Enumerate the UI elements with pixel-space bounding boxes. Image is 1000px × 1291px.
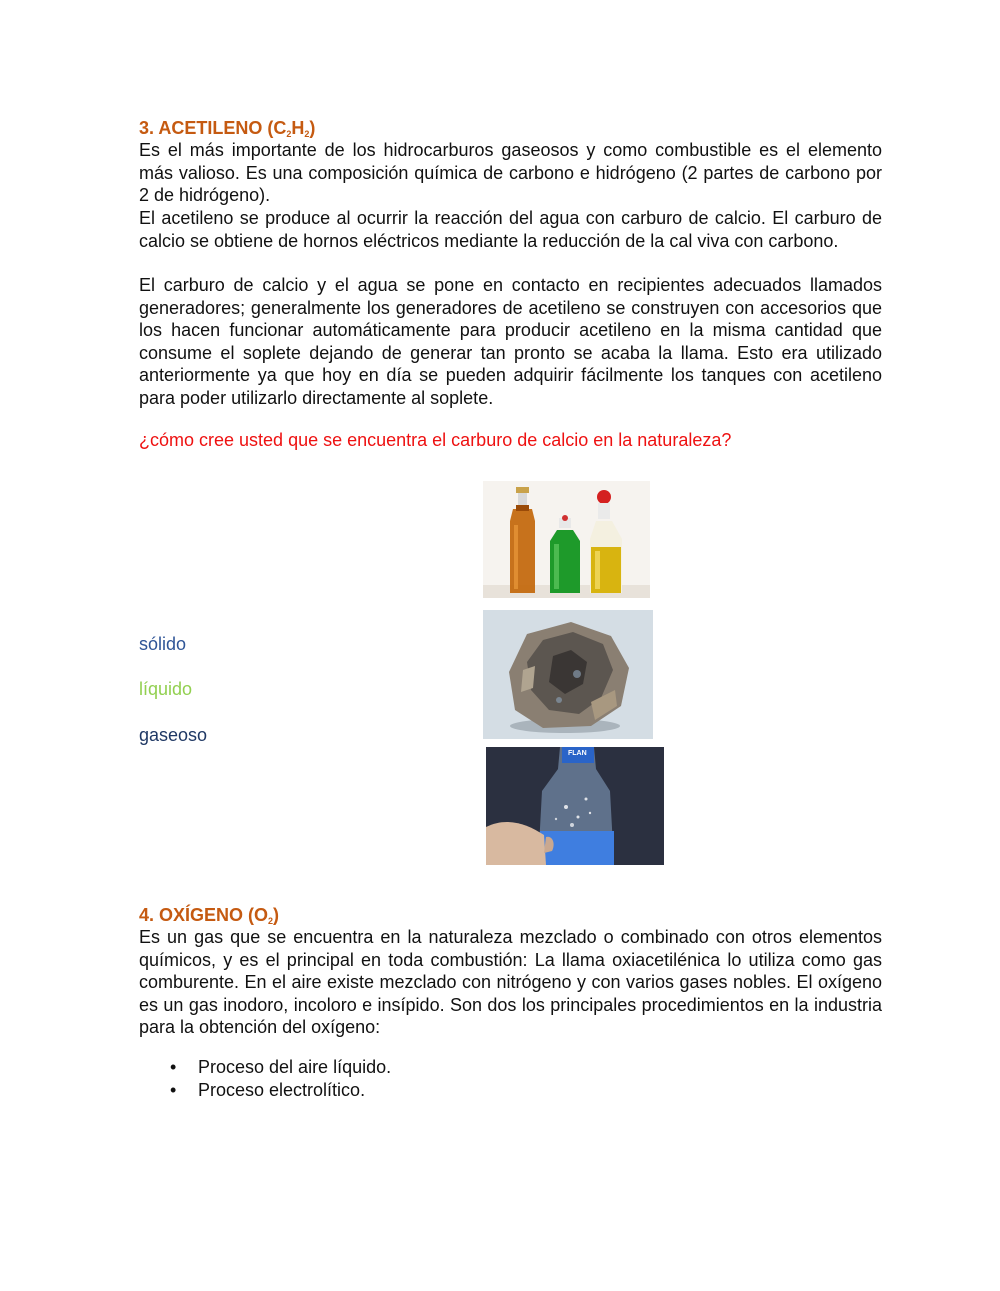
list-item [170, 1079, 391, 1102]
list-item [170, 1056, 391, 1079]
water-bottle-illustration [486, 747, 664, 865]
subscript: 2 [286, 129, 292, 139]
heading-text: 3. ACETILENO (C [139, 118, 287, 138]
list-item-text: Proceso del aire líquido. [198, 1057, 392, 1077]
heading-text: 4. OXÍGENO (O [139, 905, 269, 925]
option-gaseoso[interactable]: gaseoso [139, 725, 208, 745]
bullet-icon: • [170, 1080, 177, 1100]
heading-text: ) [309, 118, 316, 138]
oxigeno-paragraph: Es un gas que se encuentra en la naturaleza mezclado o combinado con otros elementos químicos, y es el principal en toda combustión: La llama oxiacetilénica lo utiliza como gas comburente. En el aire existe mezclado con nitrógeno y con varios gases nobles. El oxígeno es un gas inodoro, incoloro e insípido. Son dos los principales procedimientos en la industria para la obtención del oxígeno: [139, 927, 882, 1038]
bullet-icon: • [170, 1057, 177, 1077]
rock-illustration [483, 610, 653, 739]
acetileno-paragraph-3: El carburo de calcio y el agua se pone en contacto en recipientes adecuados llamados generadores; generalmente los generadores de acetileno se construyen con accesorios que los hacen funcionar automáticamente para producir acetileno en la misma cantidad que consume el soplete dejando de generar tan pronto se acaba la llama. Esto era utilizado anteriormente ya que hoy en día se pueden adquirir fácilmente los tanques con acetileno para poder utilizarlo directamente al soplete. [139, 275, 882, 408]
list-item-text: Proceso electrolítico. [198, 1080, 366, 1100]
subscript: 2 [304, 129, 310, 139]
heading-text: H [291, 118, 305, 138]
option-liquido[interactable]: líquido [139, 679, 193, 699]
rock-image[interactable] [483, 610, 653, 739]
process-list [170, 1056, 391, 1102]
acetileno-paragraph-1: Es el más importante de los hidrocarburos gaseosos y como combustible es el elemento más valioso. Es una composición química de carbono e hidrógeno (2 partes de carbono por 2 de hidrógeno). [139, 140, 882, 206]
sparkling-water-image[interactable] [486, 747, 664, 865]
heading-text: ) [273, 905, 280, 925]
acetileno-paragraph-2: El acetileno se produce al ocurrir la reacción del agua con carburo de calcio. El carburo de calcio se obtiene de hornos eléctricos mediante la reducción de la cal viva con carbono. [139, 208, 882, 251]
question-text: ¿cómo cree usted que se encuentra el carburo de calcio en la naturaleza? [139, 430, 732, 450]
liquid-bottles-image[interactable] [483, 481, 650, 598]
subscript: 2 [268, 916, 274, 926]
bottle-label: FLAN [568, 750, 587, 757]
option-solido[interactable]: sólido [139, 634, 187, 654]
bottles-illustration [483, 481, 650, 598]
